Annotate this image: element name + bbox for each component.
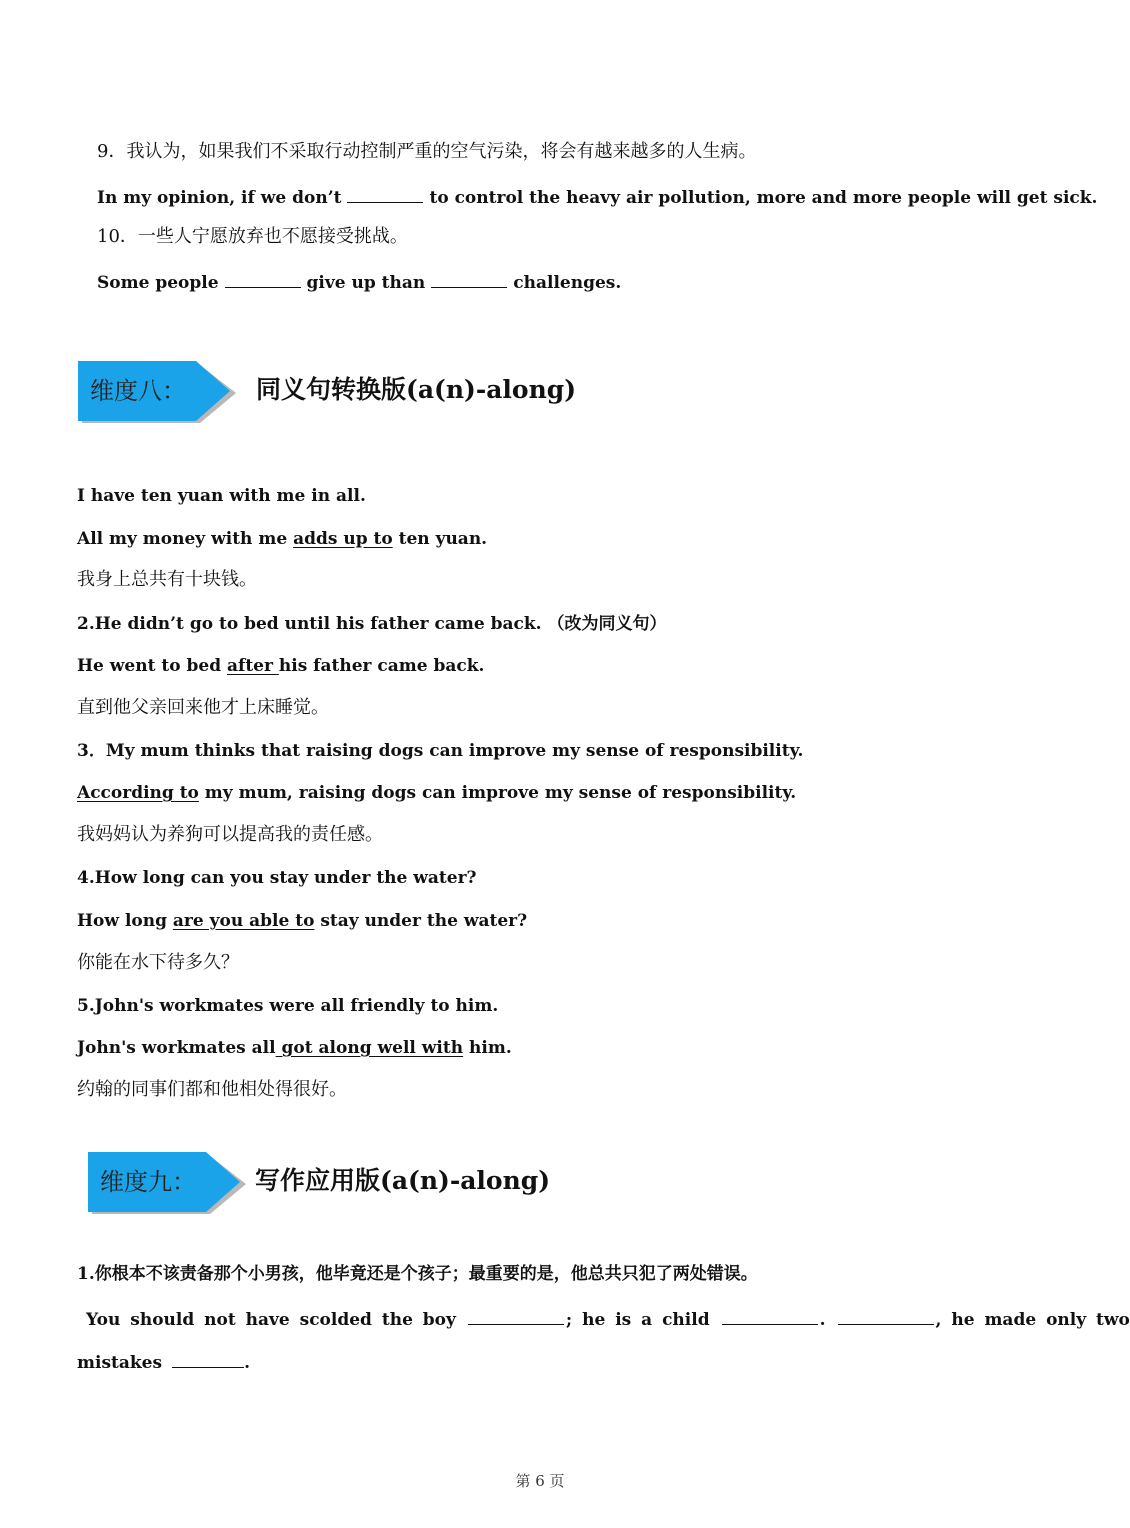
q10-text-a: Some people — [97, 273, 219, 293]
section9-header — [0, 1150, 1080, 1214]
section9-tab — [86, 1150, 238, 1214]
q10-text-b: give up than — [306, 273, 426, 293]
s8-item2-original: 2.He didn’t go to bed until his father came back. （改为同义句） — [77, 614, 667, 634]
s8-item2-post: his father came back. — [278, 656, 485, 676]
s9-q1-part1: You should not have scolded the boy — [86, 1310, 456, 1330]
s8-item3-rewrite — [77, 781, 796, 805]
s8-item1-original: I have ten yuan with me in all. — [77, 486, 366, 506]
s8-item4-pre: How long — [77, 911, 173, 931]
q9-text-after: to control the heavy air pollution, more and more people will get sick. — [429, 188, 1098, 208]
s9-q1-blank-4[interactable] — [172, 1349, 244, 1368]
s8-item2-answer: after — [227, 656, 279, 676]
s8-item2-chinese: 直到他父亲回来他才上床睡觉。 — [77, 697, 329, 718]
section8-header — [0, 359, 1080, 423]
s8-item4-post: stay under the water? — [314, 911, 528, 931]
s8-item5-answer: got along well with — [275, 1038, 464, 1058]
s9-q1-blank-3[interactable] — [838, 1306, 934, 1325]
s8-item2-pre: He went to bed — [77, 656, 227, 676]
q10-text-c: challenges. — [513, 273, 622, 293]
s8-item2-rewrite — [77, 654, 484, 678]
s9-q1-part3: . — [819, 1310, 826, 1330]
s8-item5-pre: John's workmates all — [77, 1038, 276, 1058]
s8-item3-post: my mum, raising dogs can improve my sense of responsibility. — [198, 783, 797, 803]
q10-blank-2[interactable] — [431, 269, 507, 288]
s8-item3-answer: According to — [77, 783, 199, 803]
s8-item4-answer: are you able to — [172, 911, 315, 931]
s8-item5-post: him. — [463, 1038, 512, 1058]
q9-english — [97, 184, 1097, 210]
s8-item5-rewrite — [77, 1036, 512, 1060]
q10-blank-1[interactable] — [225, 269, 301, 288]
q10-english — [97, 269, 621, 295]
section8-tab — [76, 359, 228, 423]
section8-tab-label: 维度八： — [90, 377, 186, 405]
section9-tab-label: 维度九： — [100, 1168, 196, 1196]
s8-item1-post: ten yuan. — [392, 529, 488, 549]
s9-q1-part6: . — [244, 1353, 250, 1373]
s9-q1-part2: ; he is a child — [565, 1310, 710, 1330]
q9-chinese: 9．我认为，如果我们不采取行动控制严重的空气污染，将会有越来越多的人生病。 — [97, 141, 757, 162]
s8-item4-chinese: 你能在水下待多久？ — [77, 952, 239, 973]
q9-text-before: In my opinion, if we don’t — [97, 188, 342, 208]
s9-q1-chinese: 1.你根本不该责备那个小男孩，他毕竟还是个孩子；最重要的是，他总共只犯了两处错误。 — [77, 1264, 758, 1284]
s8-item5-original: 5.John's workmates were all friendly to him. — [77, 996, 499, 1016]
s9-q1-english-cont — [77, 1349, 250, 1375]
s8-item3-original: 3．My mum thinks that raising dogs can improve my sense of responsibility. — [77, 741, 804, 761]
s8-item1-chinese: 我身上总共有十块钱。 — [77, 569, 257, 590]
s8-item4-original: 4.How long can you stay under the water? — [77, 868, 477, 888]
s9-q1-part5: mistakes — [77, 1353, 163, 1373]
s8-item1-pre: All my money with me — [77, 529, 294, 549]
s9-q1-part4: , he made only two — [935, 1310, 1130, 1330]
s9-q1-english — [86, 1306, 1130, 1332]
s8-item5-chinese: 约翰的同事们都和他相处得很好。 — [77, 1079, 347, 1100]
page-number: 第 6 页 — [515, 1472, 565, 1490]
s8-item4-rewrite — [77, 909, 527, 933]
s9-q1-blank-2[interactable] — [722, 1306, 818, 1325]
q10-chinese: 10．一些人宁愿放弃也不愿接受挑战。 — [97, 226, 408, 247]
s8-item1-rewrite — [77, 527, 487, 551]
q9-blank[interactable] — [347, 184, 423, 203]
s8-item1-answer: adds up to — [293, 529, 393, 549]
s9-q1-blank-1[interactable] — [468, 1306, 564, 1325]
s8-item3-chinese: 我妈妈认为养狗可以提高我的责任感。 — [77, 824, 383, 845]
section9-title: 写作应用版(a(n)-along) — [255, 1166, 551, 1195]
section8-title: 同义句转换版(a(n)-along) — [256, 375, 577, 404]
